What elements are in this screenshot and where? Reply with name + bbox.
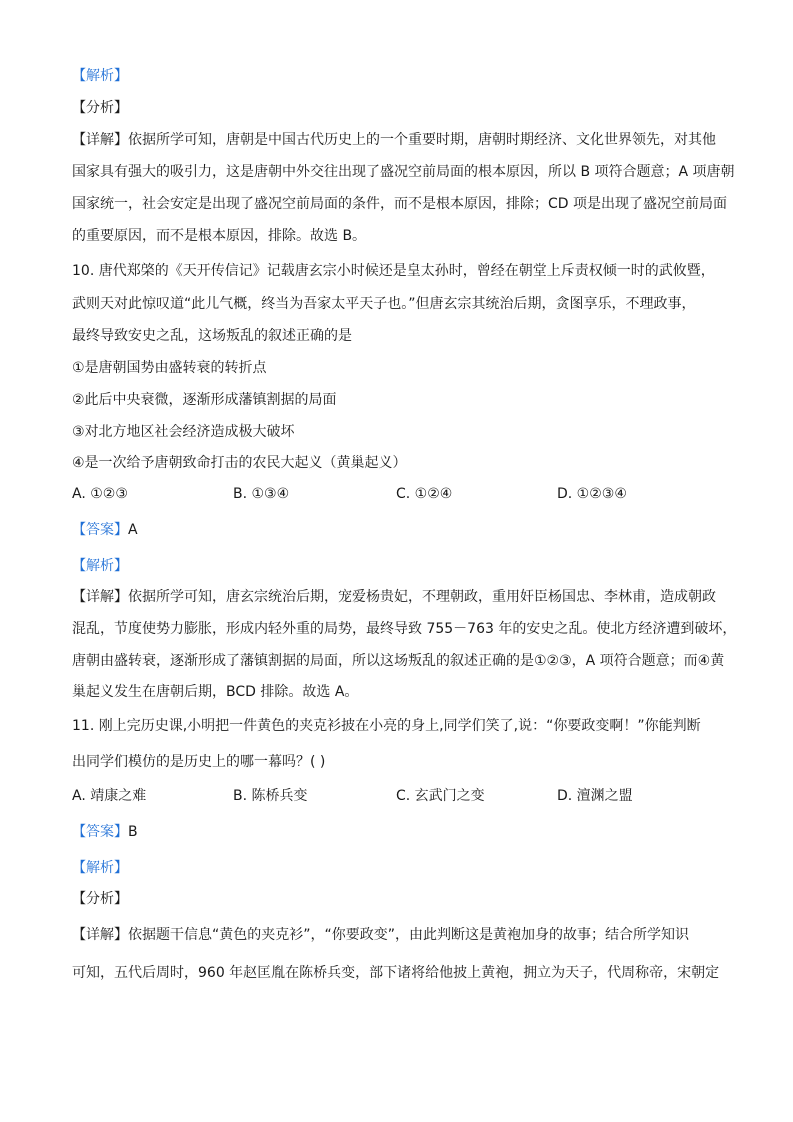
q10-answer-value: A xyxy=(128,522,138,538)
q10-statement-2: ②此后中央衰微，逐渐形成藩镇割据的局面 xyxy=(72,392,337,408)
q11-option-c: C. 玄武门之变 xyxy=(396,788,485,804)
q10-detail-line-1: 【详解】依据所学可知，唐玄宗统治后期，宠爱杨贵妃，不理朝政，重用奸臣杨国忠、李林甫，造成朝政 xyxy=(72,589,716,605)
q10-detail-line-3: 唐朝由盛转衰，逐渐形成了藩镇割据的局面，所以这场叛乱的叙述正确的是①②③，A 项符合题意；而④黄 xyxy=(72,653,725,669)
q11-fenxi-tag: 【分析】 xyxy=(72,891,128,907)
q11-detail-tag: 【详解】 xyxy=(72,927,128,943)
q10-statement-1: ①是唐朝国势由盛转衰的转折点 xyxy=(72,360,267,376)
q11-stem-line-2: 出同学们模仿的是历史上的哪一幕吗？( ) xyxy=(72,754,326,770)
q11-answer-value: B xyxy=(128,824,138,840)
q11-option-d: D. 澶渊之盟 xyxy=(557,788,633,804)
q11-analysis-tag: 【解析】 xyxy=(72,860,128,876)
q11-detail-line-2: 可知，五代后周时，960 年赵匡胤在陈桥兵变，部下诸将给他披上黄袍，拥立为天子，代周称帝，宋朝定 xyxy=(72,965,720,981)
q10-answer xyxy=(72,520,138,540)
q9-detail-line-4: 的重要原因，而不是根本原因，排除。故选 B。 xyxy=(72,228,367,244)
q10-detail-line-4: 巢起义发生在唐朝后期，BCD 排除。故选 A。 xyxy=(72,684,359,700)
q11-answer-tag: 【答案】 xyxy=(72,824,128,840)
q11-answer xyxy=(72,822,138,842)
q10-option-d: D. ①②③④ xyxy=(557,486,627,502)
q10-stem-line-1: 10. 唐代郑棨的《天开传信记》记载唐玄宗小时候还是皇太孙时，曾经在朝堂上斥责权倾一时的武攸暨， xyxy=(72,263,715,279)
q10-statement-4: ④是一次给予唐朝致命打击的农民大起义（黄巢起义） xyxy=(72,455,407,471)
q10-stem-line-2: 武则天对此惊叹道“此儿气概，终当为吾家太平天子也。”但唐玄宗其统治后期，贪图享乐，不理政事， xyxy=(72,296,696,312)
q11-option-b: B. 陈桥兵变 xyxy=(233,788,308,804)
q11-option-a: A. 靖康之难 xyxy=(72,788,147,804)
q10-option-c: C. ①②④ xyxy=(396,486,453,502)
q9-detail-line-2: 国家具有强大的吸引力，这是唐朝中外交往出现了盛况空前局面的根本原因，所以 B 项符合题意；A 项唐朝 xyxy=(72,164,735,180)
q9-detail-line-1: 【详解】依据所学可知，唐朝是中国古代历史上的一个重要时期，唐朝时期经济、文化世界领先，对其他 xyxy=(72,132,716,148)
q9-analysis-tag: 【解析】 xyxy=(72,68,128,84)
q10-stem-line-3: 最终导致安史之乱，这场叛乱的叙述正确的是 xyxy=(72,328,352,344)
q10-option-b: B. ①③④ xyxy=(233,486,290,502)
q10-statement-3: ③对北方地区社会经济造成极大破坏 xyxy=(72,424,295,440)
q11-detail-line-1: 【详解】依据题干信息“黄色的夹克衫”，“你要政变”，由此判断这是黄袍加身的故事；结合所学知识 xyxy=(72,927,690,943)
q10-detail-line-2: 混乱，节度使势力膨胀，形成内轻外重的局势，最终导致 755－763 年的安史之乱。使北方经济遭到破坏， xyxy=(72,621,737,637)
q10-option-a: A. ①②③ xyxy=(72,486,128,502)
q11-stem-line-1: 11. 刚上完历史课,小明把一件黄色的夹克衫披在小亮的身上,同学们笑了,说：“你要政变啊！”你能判断 xyxy=(72,718,701,734)
q10-detail-tag: 【详解】 xyxy=(72,589,128,605)
q10-answer-tag: 【答案】 xyxy=(72,522,128,538)
q9-detail-tag: 【详解】 xyxy=(72,132,128,148)
q9-detail-line-3: 国家统一，社会安定是出现了盛况空前局面的条件，而不是根本原因，排除；CD 项是出现了盛况空前局面 xyxy=(72,196,728,212)
q9-fenxi-tag: 【分析】 xyxy=(72,100,128,116)
q10-analysis-tag: 【解析】 xyxy=(72,558,128,574)
